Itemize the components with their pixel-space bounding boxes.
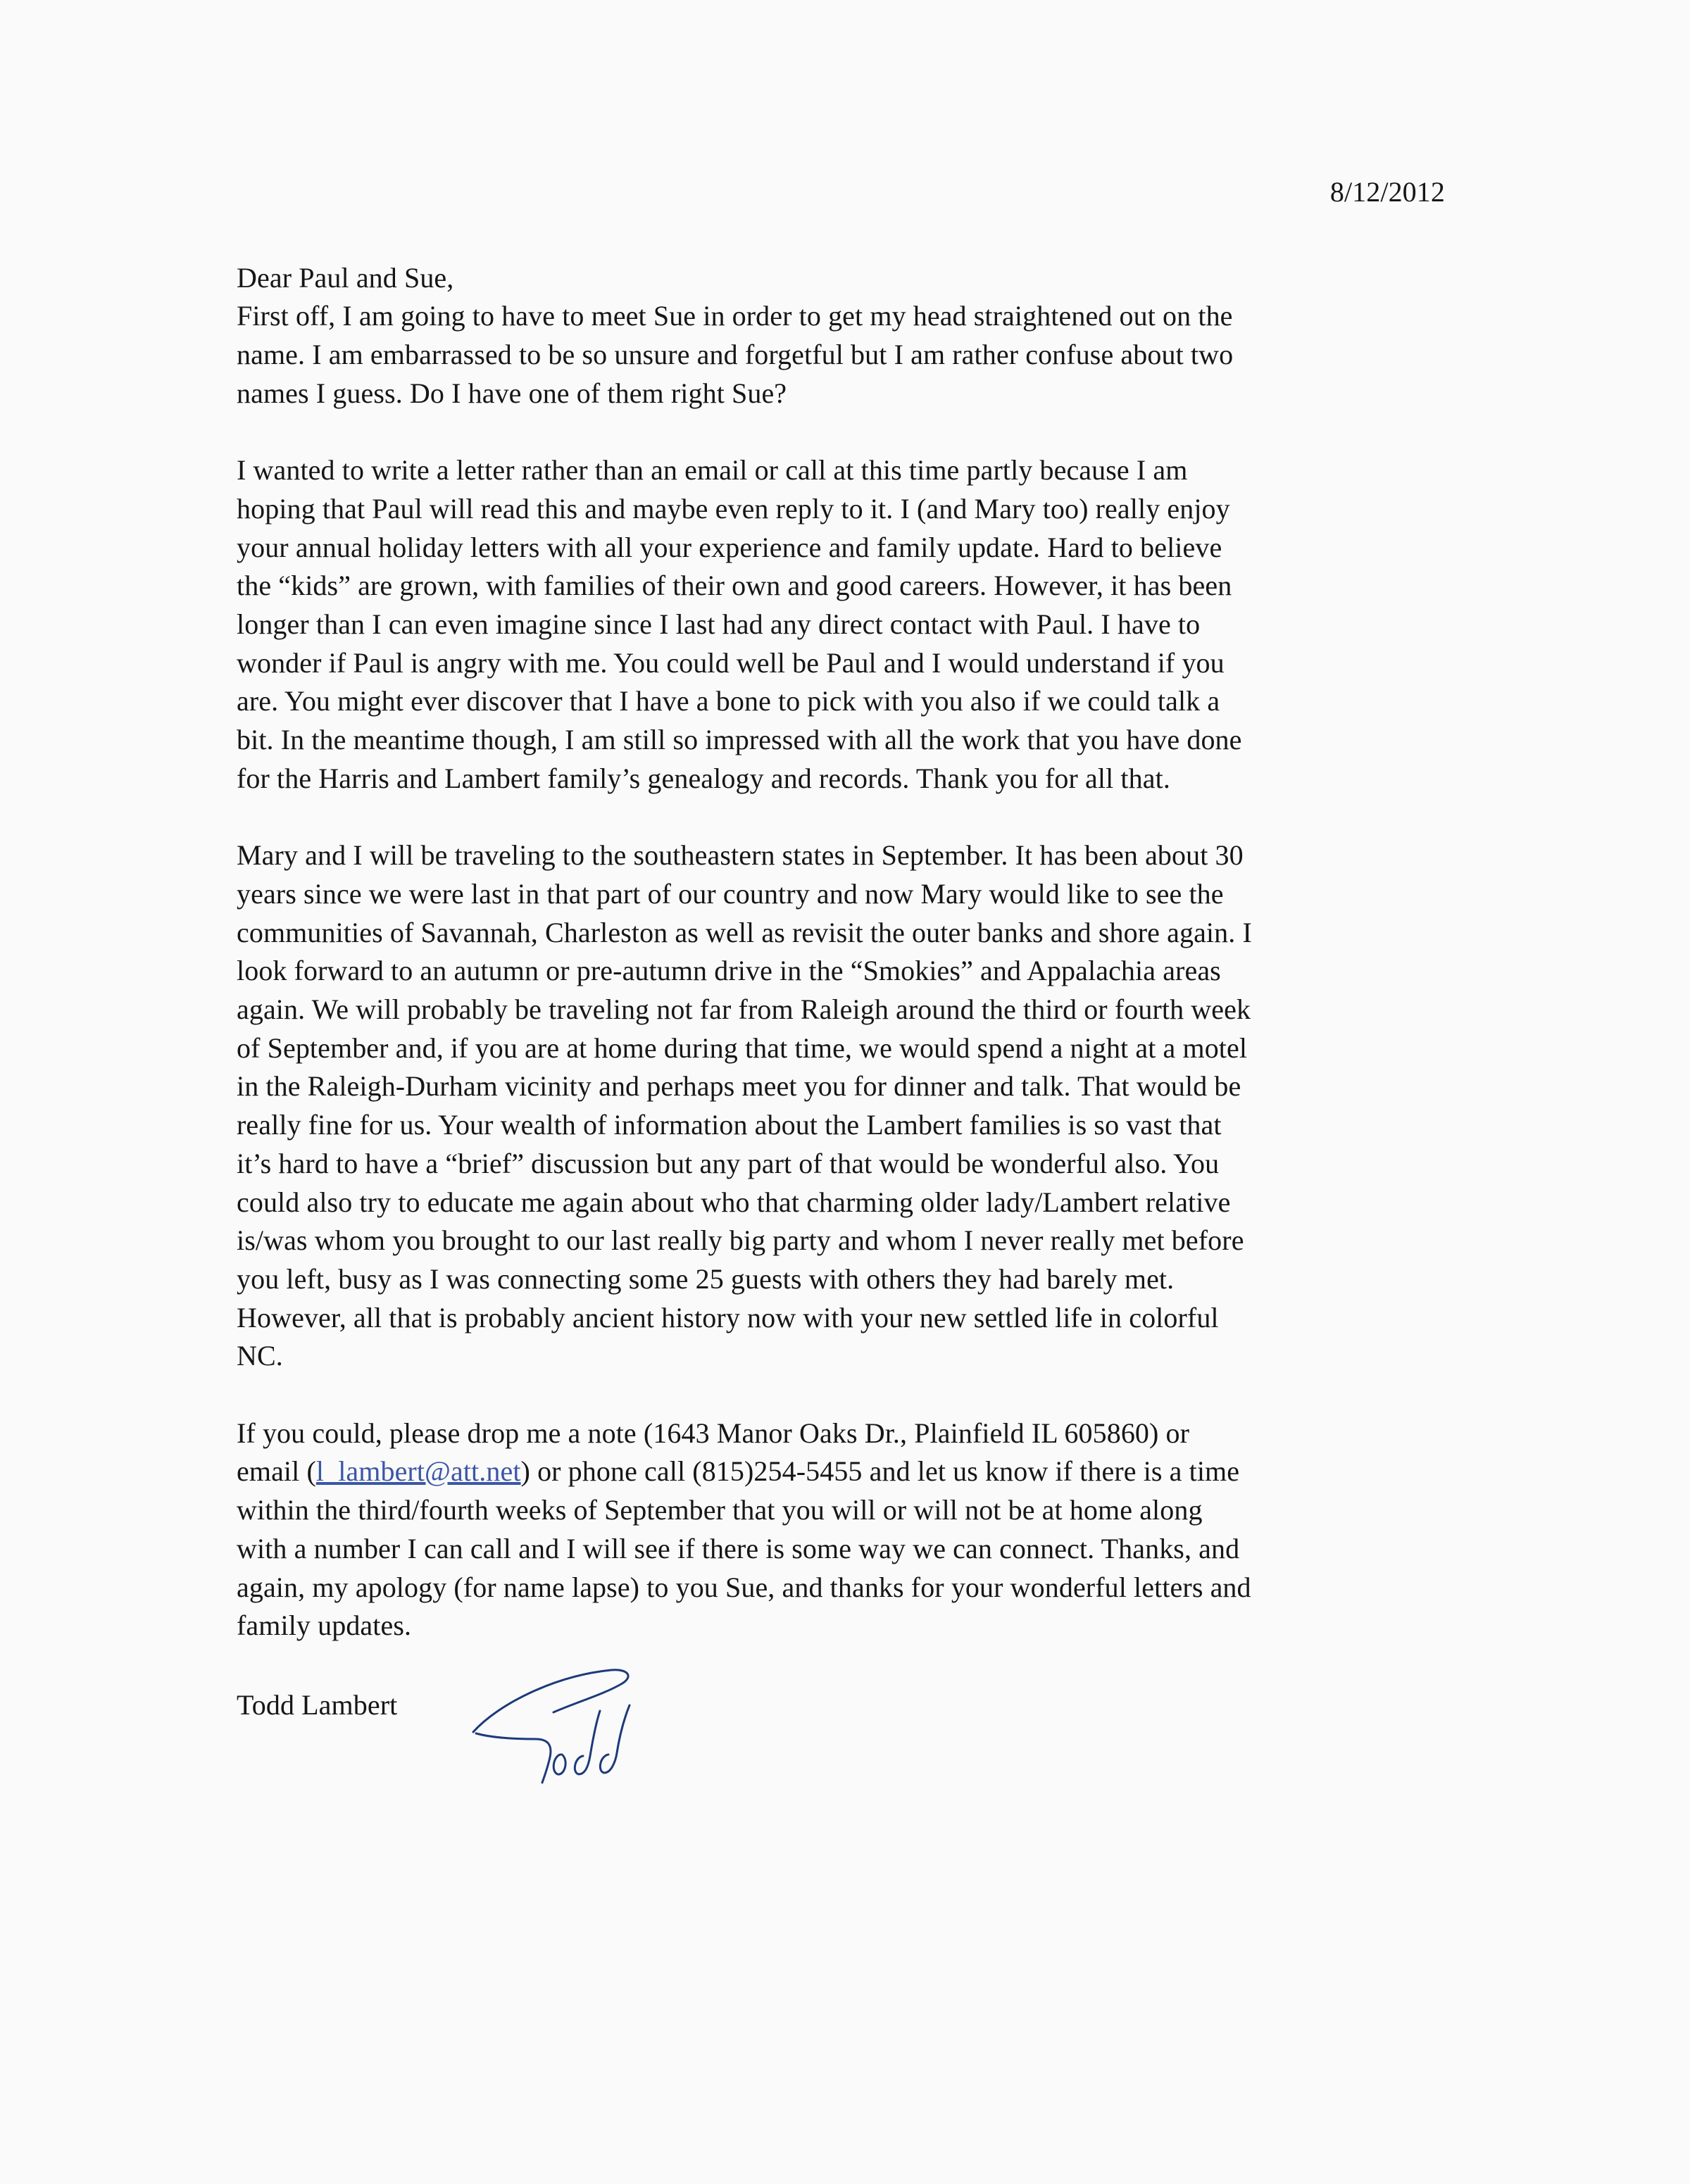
paragraph-line: look forward to an autumn or pre-autumn drive in the “Smokies” and Appalachia areas [237, 955, 1221, 987]
paragraph-line: wonder if Paul is angry with me. You could well be Paul and I would understand if you [237, 646, 1225, 679]
salutation: Dear Paul and Sue, [237, 261, 454, 294]
paragraph-line: years since we were last in that part of our country and now Mary would like to see the [237, 877, 1224, 910]
contact-line: within the third/fourth weeks of September that you will or will not be at home along [237, 1494, 1203, 1526]
paragraph-line: bit. In the meantime though, I am still so impressed with all the work that you have done [237, 724, 1242, 756]
paragraph-line: your annual holiday letters with all your experience and family update. Hard to believe [237, 531, 1222, 563]
paragraph-2 [237, 451, 1459, 798]
paragraph-line: I wanted to write a letter rather than an email or call at this time partly because I am [237, 454, 1188, 487]
letter-body [237, 173, 1459, 1725]
paragraph-line: is/was whom you brought to our last really big party and whom I never really met before [237, 1224, 1244, 1257]
contact-line-email [237, 1452, 1459, 1491]
contact-line: with a number I can call and I will see if there is some way we can connect. Thanks, and [237, 1532, 1240, 1564]
paragraph-line: for the Harris and Lambert family’s genealogy and records. Thank you for all that. [237, 762, 1170, 794]
paragraph-line: NC. [237, 1340, 283, 1372]
paragraph-line: Mary and I will be traveling to the southeastern states in September. It has been about 30 [237, 839, 1244, 872]
paragraph-line: of September and, if you are at home during that time, we would spend a night at a motel [237, 1031, 1248, 1064]
paragraph-line: are. You might ever discover that I have a bone to pick with you also if we could talk a [237, 685, 1220, 717]
paragraph-line: names I guess. Do I have one of them right Sue? [237, 377, 787, 409]
handwritten-signature [470, 1662, 668, 1795]
paragraph-line: it’s hard to have a “brief” discussion but any part of that would be wonderful also. You [237, 1147, 1220, 1179]
letter-date: 8/12/2012 [1329, 176, 1445, 208]
contact-line: family updates. [237, 1609, 412, 1642]
paragraph-line: could also try to educate me again about who that charming older lady/Lambert relative [237, 1186, 1231, 1218]
contact-paragraph [237, 1414, 1459, 1645]
contact-email-prefix: email ( [237, 1455, 316, 1488]
paragraph-line: First off, I am going to have to meet Sue in order to get my head straightened out on the [237, 300, 1233, 332]
email-link[interactable]: l_lambert@att.net [315, 1455, 521, 1488]
paragraph-line: name. I am embarrassed to be so unsure and forgetful but I am rather confuse about two [237, 339, 1234, 371]
contact-line: If you could, please drop me a note (1643 Manor Oaks Dr., Plainfield IL 605860) or [237, 1417, 1190, 1449]
paragraph-3 [237, 836, 1459, 1376]
closing-name: Todd Lambert [237, 1688, 398, 1721]
paragraph-line: communities of Savannah, Charleston as well as revisit the outer banks and shore again. I [237, 916, 1252, 948]
paragraph-line: hoping that Paul will read this and maybe even reply to it. I (and Mary too) really enjoy [237, 492, 1230, 525]
paragraph-line: you left, busy as I was connecting some 25 guests with others they had barely met. [237, 1262, 1175, 1295]
paragraph-line: However, all that is probably ancient history now with your new settled life in colorful [237, 1301, 1219, 1333]
paragraph-line: really fine for us. Your wealth of information about the Lambert families is so vast that [237, 1109, 1222, 1141]
paragraph-line: longer than I can even imagine since I last had any direct contact with Paul. I have to [237, 608, 1201, 641]
paragraph-line: again. We will probably be traveling not far from Raleigh around the third or fourth week [237, 993, 1251, 1026]
contact-email-suffix: ) or phone call (815)254-5455 and let us know if there is a time [520, 1455, 1240, 1488]
paragraph-line: the “kids” are grown, with families of their own and good careers. However, it has been [237, 570, 1232, 602]
paragraph-line: in the Raleigh-Durham vicinity and perhaps meet you for dinner and talk. That would be [237, 1070, 1241, 1103]
paragraph-1 [237, 297, 1459, 413]
contact-line: again, my apology (for name lapse) to you Sue, and thanks for your wonderful letters and [237, 1571, 1251, 1603]
